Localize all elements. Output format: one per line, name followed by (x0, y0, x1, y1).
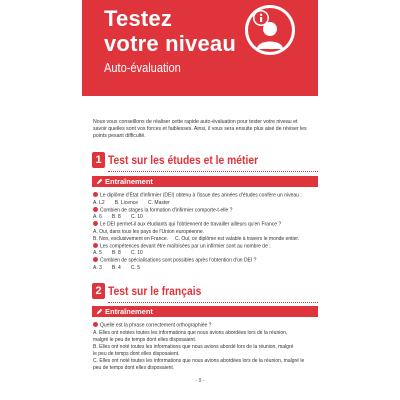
section-rule (108, 171, 318, 172)
question-item: Le diplôme d'État d'infirmier (DEI) obtenu à l'issue des années d'études confère un niveau : A. L2 B. Licence C. Master (93, 192, 302, 206)
section-title: Test sur le français (108, 284, 202, 298)
section-heading-2 (92, 281, 318, 301)
question-list-2 (93, 322, 319, 372)
question-item: Combien de stages la formation d'infirmier comporte-t-elle ? A. 6 B. 8 C. 10 (93, 207, 233, 220)
bullet-icon (93, 221, 98, 226)
question-item: Combien de spécialisations sont possibles après l'obtention d'un DEI ? A. 3 B. 4 C. 5 (93, 257, 257, 271)
section-number: 2 (92, 283, 105, 299)
bullet-icon (93, 207, 98, 212)
bullet-icon (93, 243, 98, 248)
page-title (104, 6, 236, 56)
question-list-1 (93, 192, 319, 272)
section-heading-1 (92, 150, 318, 170)
info-person-icon (244, 4, 296, 62)
section-number: 1 (92, 152, 105, 168)
intro-paragraph: Nous vous conseillons de réaliser cette rapide auto-évaluation pour tester votre niveau et savoir quelles sont vos forces et faiblesses. Ainsi, il vous sera ensuite plus aisé de réviser les points pesant difficulté. (93, 119, 307, 139)
question-item: Quelle est la phrase correctement orthographiée ? A. Elles ont notées toutes les informations que nous avions abordées lors de la réunion, malgré le peu de temps dont elles disposaient. B. Elles ont noté toutes les informations que nous avions abordé lors de la réunion, malgré le peu de temps dont elles disposaient. C. Elles ont noté toutes les informations que nous avions abordées lors de la réunion, malgré le peu de temps dont elles disposaient. (93, 322, 305, 371)
pencil-icon (96, 308, 103, 315)
practice-bar-2 (92, 306, 318, 317)
practice-label: Entraînement (105, 307, 153, 316)
question-item: Le DEI permet-il aux étudiants qui l'obtiennent de travailler ailleurs qu'en France ? A. Oui, dans tous les pays de l'Union européenne. B. Non, exclusivement en France. C. Oui, ce diplôme est valable à travers le monde entier. (93, 221, 300, 242)
practice-bar-1 (92, 176, 318, 187)
pencil-icon (96, 178, 103, 185)
question-item: Les compétences devant être maîtrisées par un infirmier sont au nombre de : A. 5 B. 8 C. 10 (93, 243, 271, 256)
title-line-2: votre niveau (104, 31, 237, 56)
bullet-icon (93, 257, 98, 262)
page-number: - 9 - (195, 378, 205, 384)
page-subtitle: Auto-évaluation (104, 60, 181, 75)
bullet-icon (93, 192, 98, 197)
practice-label: Entraînement (105, 177, 153, 186)
title-line-1: Testez (104, 6, 173, 31)
bullet-icon (93, 322, 98, 327)
section-title: Test sur les études et le métier (108, 153, 259, 167)
section-rule (108, 302, 318, 303)
